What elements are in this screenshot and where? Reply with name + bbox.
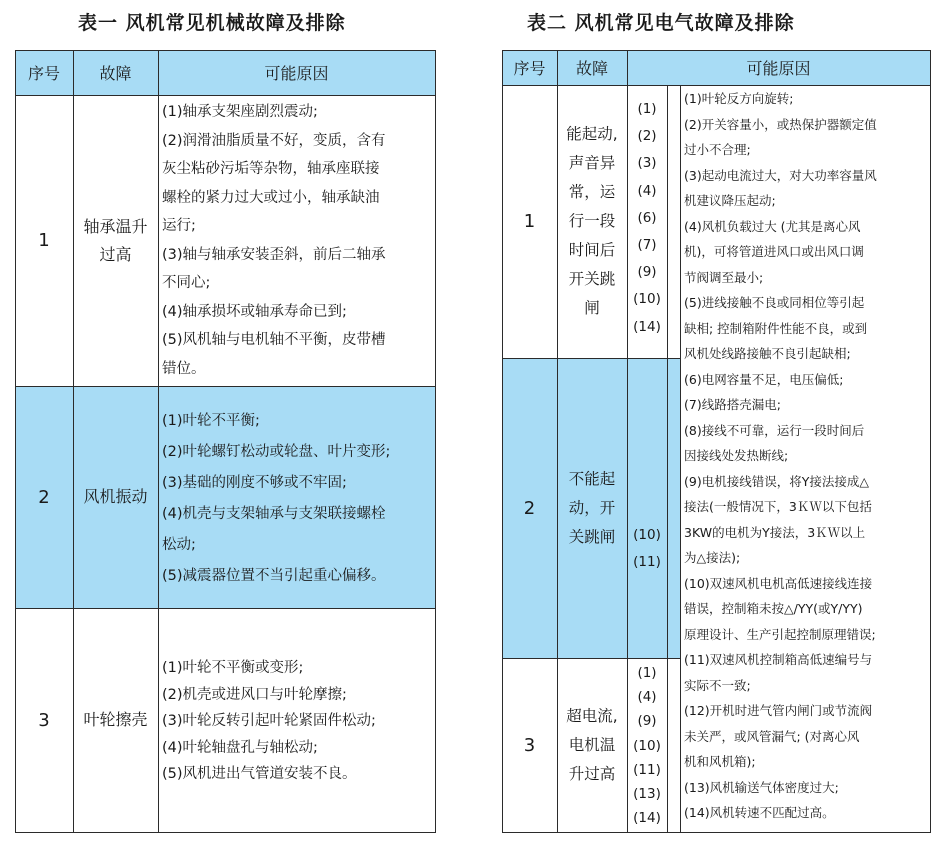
table1-rule-header bbox=[15, 95, 436, 96]
table2-causes: (1)叶轮反方向旋转; (2)开关容量小，或热保护器额定值 过小不合理; (3)起动电流过大，对大功率容量风 机建议降压起动; (4)风机负载过大 (尤其是离心风 机)，可将管道进风口或出风口调 节阀调至最小; (5)进线接触不良或同相位等引起 缺相; 控制箱附件性能不良，或到 风机处线路接触不良引起缺相; (6)电网容量不足，电压偏低; (7)线路搭壳漏电; (8)接线不可靠，运行一段时间后 因接线处发热断线; (9)电机接线错误，将Y接法接成△ 接法(一般情况下，3ＫＷ以下包括 3KW的电机为Y接法，3ＫＷ以上 为△接法); (10)双速风机电机高低速接线连接 错误，控制箱未按△/YY(或Y/YY) 原理设计、生产引起控制原理错误; (11)双速风机控制箱高低速编号与 实际不一致; (12)开机时进气管内闸门或节流阀 未关严，或风管漏气; (对离心风 机和风机箱); (13)风机输送气体密度过大; (14)风机转速不匹配过高。 bbox=[684, 91, 877, 820]
table2-border-left bbox=[502, 50, 503, 833]
table1-header-no: 序号 bbox=[27, 64, 60, 83]
table1-header-cause: 可能原因 bbox=[264, 64, 329, 83]
table2-row1-refs: (1) (2) (3) (4) (6) (7) (9) (10) (14) bbox=[633, 101, 661, 335]
table2-col-divider-2 bbox=[627, 50, 628, 833]
table2-header-no: 序号 bbox=[513, 59, 546, 78]
table2-col-divider-4 bbox=[680, 85, 681, 833]
table2-rule-header bbox=[502, 85, 931, 86]
table1-row3-causes: (1)叶轮不平衡或变形; (2)机壳或进风口与叶轮摩擦; (3)叶轮反转引起叶轮紧固件松动; (4)叶轮轴盘孔与轴松动; (5)风机进出气管道安装不良。 bbox=[162, 660, 376, 782]
table2-row1-fault: 能起动, 声音异 常，运 行一段 时间后 开关跳 闸 bbox=[566, 125, 618, 317]
table2-row2-no: 2 bbox=[523, 497, 536, 519]
table2-title: 表二 风机常见电气故障及排除 bbox=[527, 12, 795, 34]
table1-border-right bbox=[435, 50, 436, 833]
table2-row3-refs: (1) (4) (9) (10) (11) (13) (14) bbox=[633, 665, 661, 827]
table2-rule-row2 bbox=[502, 658, 680, 659]
table1-row2-causes: (1)叶轮不平衡; (2)叶轮螺钉松动或轮盘、叶片变形; (3)基础的刚度不够或不牢固; (4)机壳与支架轴承与支架联接螺栓 松动; (5)减震器位置不当引起重心偏移。 bbox=[162, 413, 391, 584]
table2-header-fault: 故障 bbox=[575, 59, 608, 78]
table1-border-bottom bbox=[15, 832, 436, 833]
table1-header-fault: 故障 bbox=[99, 64, 132, 83]
table2-border-top bbox=[502, 50, 931, 51]
table1-row1-causes: (1)轴承支架座剧烈震动; (2)润滑油脂质量不好，变质，含有 灰尘粘砂污垢等杂物，轴承座联接 螺栓的紧力过大或过小，轴承缺油 运行; (3)轴与轴承安装歪斜，前后二轴承 不同心; (4)轴承损坏或轴承寿命已到; (5)风机轴与电机轴不平衡，皮带槽 错位。 bbox=[162, 104, 386, 377]
table2-col-divider-1 bbox=[557, 50, 558, 833]
table1-row1-fault: 轴承温升 过高 bbox=[83, 216, 148, 264]
table1-row2-fault: 风机振动 bbox=[83, 487, 148, 506]
table2-row2-refs: (10) (11) bbox=[633, 527, 661, 570]
table2-row3-fault: 超电流, 电机温 升过高 bbox=[566, 706, 618, 783]
table2-border-right bbox=[930, 50, 931, 833]
table1-border-top bbox=[15, 50, 436, 51]
table1-row1-no: 1 bbox=[38, 230, 50, 251]
table2-row1-no: 1 bbox=[523, 211, 536, 232]
table1-rule-row2 bbox=[15, 608, 436, 609]
table1-border-left bbox=[15, 50, 16, 833]
table1-title: 表一 风机常见机械故障及排除 bbox=[78, 12, 346, 34]
table2-row2-fault: 不能起 动，开 关跳闸 bbox=[568, 469, 616, 546]
table1-row3-no: 3 bbox=[38, 709, 50, 731]
table1-row2-no: 2 bbox=[38, 486, 50, 508]
table2-rule-row1 bbox=[502, 358, 680, 359]
table2-border-bottom bbox=[502, 832, 931, 833]
table2-col-divider-3 bbox=[667, 85, 668, 833]
table2-row3-no: 3 bbox=[523, 734, 536, 756]
table2-causes-highlight bbox=[667, 358, 680, 658]
table1-row3-fault: 叶轮擦壳 bbox=[83, 710, 148, 729]
table2-header-cause: 可能原因 bbox=[746, 59, 811, 78]
table1-col-divider-2 bbox=[158, 50, 159, 833]
table1-rule-row1 bbox=[15, 386, 436, 387]
table1-col-divider-1 bbox=[73, 50, 74, 833]
